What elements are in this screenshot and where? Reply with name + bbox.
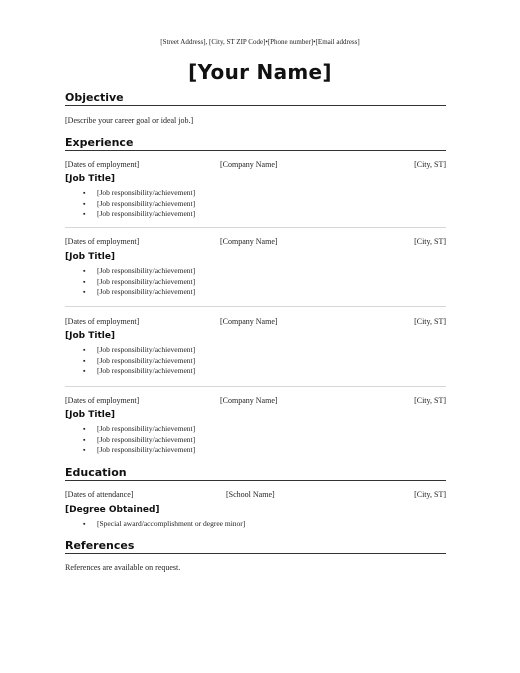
job-1-title: [Job Title] [65, 174, 116, 184]
list-item: ▪ [Job responsibility/achievement] [83, 435, 195, 446]
list-item: ▪ [Job responsibility/achievement] [83, 266, 195, 277]
job-4-title: [Job Title] [65, 410, 116, 420]
job-3-company: [Company Name] [220, 317, 278, 326]
job-4-company: [Company Name] [220, 396, 278, 405]
references-heading: References [65, 539, 446, 554]
job-3-location: [City, ST] [414, 317, 446, 326]
education-school: [School Name] [226, 490, 275, 499]
education-dates: [Dates of attendance] [65, 490, 134, 499]
job-4-bullet-list [83, 424, 195, 456]
job-separator [65, 306, 446, 307]
job-4-dates: [Dates of employment] [65, 396, 140, 405]
job-4-location: [City, ST] [414, 396, 446, 405]
list-item: ▪ [Job responsibility/achievement] [83, 366, 195, 377]
resume-name: [Your Name] [188, 60, 332, 84]
experience-heading: Experience [65, 136, 446, 151]
list-item: ▪ [Job responsibility/achievement] [83, 287, 195, 298]
degree-title: [Degree Obtained] [65, 505, 160, 515]
job-separator [65, 227, 446, 228]
job-1-bullet-list [83, 188, 195, 220]
job-1-dates: [Dates of employment] [65, 160, 140, 169]
list-item: ▪ [Job responsibility/achievement] [83, 188, 195, 199]
list-item: ▪ [Job responsibility/achievement] [83, 356, 195, 367]
contact-line: [Street Address], [City, ST ZIP Code]•[Phone number]•[Email address] [160, 38, 360, 46]
list-item: ▪ [Job responsibility/achievement] [83, 445, 195, 456]
job-separator [65, 386, 446, 387]
job-3-title: [Job Title] [65, 331, 116, 341]
objective-heading: Objective [65, 91, 446, 106]
education-heading: Education [65, 466, 446, 481]
list-item: ▪ [Job responsibility/achievement] [83, 424, 195, 435]
job-1-location: [City, ST] [414, 160, 446, 169]
list-item: ▪ [Job responsibility/achievement] [83, 209, 195, 220]
job-3-dates: [Dates of employment] [65, 317, 140, 326]
education-bullet-list [83, 519, 245, 530]
job-3-bullet-list [83, 345, 195, 377]
job-2-company: [Company Name] [220, 237, 278, 246]
job-2-title: [Job Title] [65, 252, 116, 262]
objective-text: [Describe your career goal or ideal job.] [65, 116, 194, 125]
list-item: ▪ [Job responsibility/achievement] [83, 199, 195, 210]
list-item: ▪ [Job responsibility/achievement] [83, 345, 195, 356]
list-item: ▪ [Job responsibility/achievement] [83, 277, 195, 288]
job-2-location: [City, ST] [414, 237, 446, 246]
list-item: ▪ [Special award/accomplishment or degree minor] [83, 519, 245, 530]
job-2-dates: [Dates of employment] [65, 237, 140, 246]
job-2-bullet-list [83, 266, 195, 298]
job-1-company: [Company Name] [220, 160, 278, 169]
education-location: [City, ST] [414, 490, 446, 499]
references-text: References are available on request. [65, 563, 181, 572]
